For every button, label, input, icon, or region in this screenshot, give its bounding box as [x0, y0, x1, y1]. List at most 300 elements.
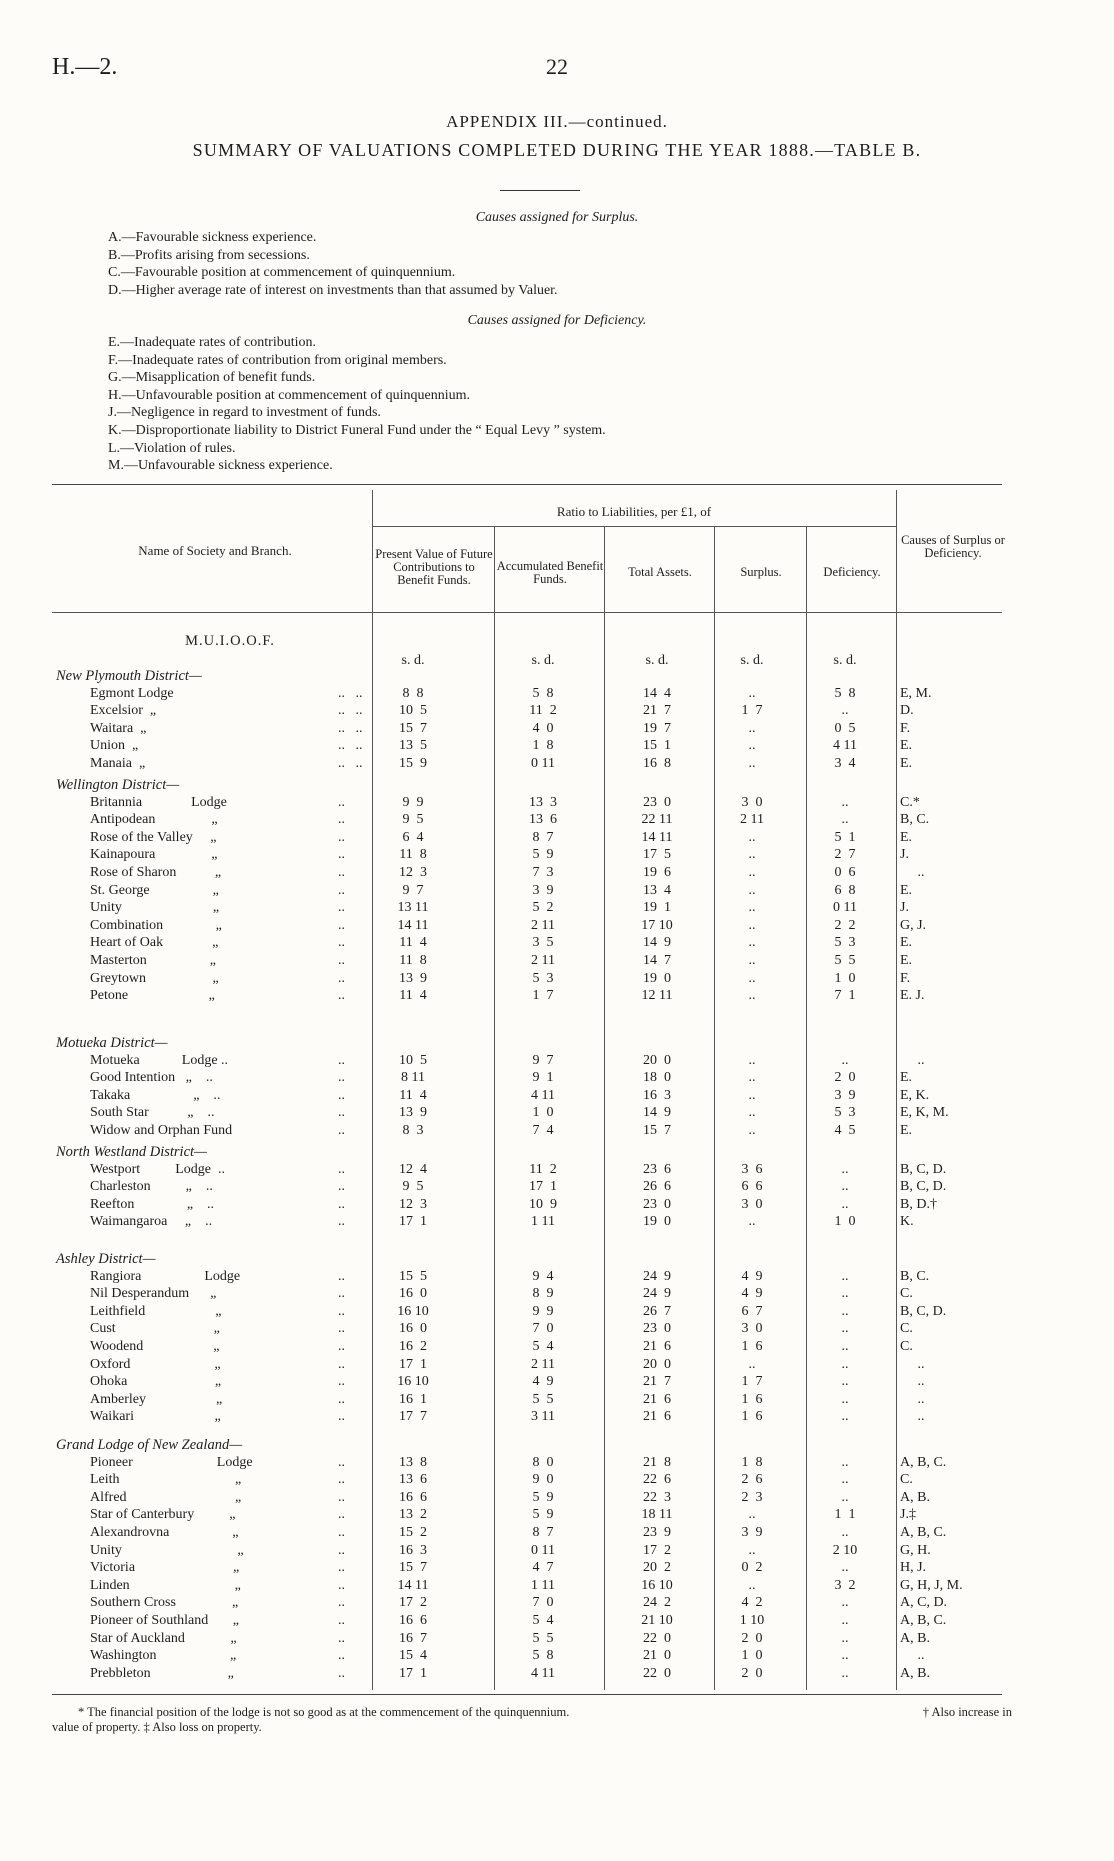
cell-su: 4 9: [741, 1286, 763, 1302]
table-row: [0, 1613, 1114, 1631]
cell-ta: 19 0: [643, 970, 671, 986]
cell-pv: 16 6: [399, 1489, 427, 1505]
cell-pv: 17 1: [399, 1665, 427, 1681]
cell-ca: J.‡: [900, 1507, 916, 1523]
cell-ab: 8 7: [532, 1525, 554, 1540]
table-row: [0, 686, 1114, 704]
cell-de: ..: [841, 703, 849, 719]
cell-ab: 3 9: [532, 882, 554, 898]
cell-ab: 9 4: [532, 1268, 554, 1284]
cell-pv: 15 2: [399, 1525, 427, 1540]
cell-dots: ..: [338, 988, 345, 1004]
cell-dots: ..: [338, 1286, 345, 1302]
cell-dots: ..: [338, 1648, 345, 1664]
cell-dots: .. ..: [338, 703, 363, 719]
cell-ca: B, C, D.: [900, 1161, 947, 1177]
cell-de: 4 5: [834, 1123, 856, 1138]
cell-su: 0 2: [741, 1560, 763, 1576]
cell-de: ..: [841, 1630, 849, 1646]
cell-pv: 16 10: [397, 1374, 429, 1390]
cell-dots: ..: [338, 1374, 345, 1390]
cell-ca: E.: [900, 738, 913, 754]
cell-ca: A, B.: [900, 1630, 930, 1646]
table-row: [0, 1105, 1114, 1123]
cell-ca: E.: [900, 1070, 913, 1086]
cell-name: Egmont Lodge: [90, 685, 174, 701]
header-deficiency: Deficiency.: [823, 565, 881, 579]
table-row: [0, 971, 1114, 989]
table-row: [0, 883, 1114, 901]
cell-name: Westport Lodge ..: [90, 1161, 225, 1177]
cell-su: 2 0: [741, 1665, 763, 1681]
cell-pv: 15 5: [399, 1268, 427, 1284]
cell-su: 1 6: [741, 1409, 763, 1425]
cell-ca: G, H, J, M.: [900, 1577, 963, 1593]
cell-su: ..: [748, 738, 756, 754]
cell-ca: F.: [900, 720, 911, 736]
table-bottom-rule: [52, 1694, 1002, 1695]
cell-su: 2 11: [740, 812, 764, 828]
table-row: [0, 953, 1114, 971]
cell-pv: 8 3: [402, 1123, 424, 1138]
cell-pv: 11 4: [399, 935, 427, 951]
cell-ca: B, D.†: [900, 1196, 937, 1212]
cell-de: 5 5: [834, 953, 856, 968]
surplus-causes-list: [108, 229, 558, 299]
cell-su: 3 6: [741, 1161, 763, 1177]
table-row: [0, 865, 1114, 883]
cell-ab: 9 7: [532, 1052, 554, 1068]
cell-pv: 16 10: [397, 1303, 429, 1319]
cause-item: M.—Unfavourable sickness experience.: [108, 458, 333, 474]
cell-su: 1 6: [741, 1391, 763, 1407]
cell-ab: 1 7: [532, 988, 554, 1004]
cell-name: Waitara „: [90, 720, 147, 736]
cell-ca: A, B, C.: [900, 1613, 947, 1628]
cause-item: L.—Violation of rules.: [108, 440, 236, 456]
cell-ta: 26 6: [643, 1179, 671, 1195]
cell-su: 6 6: [741, 1179, 763, 1195]
cell-pv: 8 8: [402, 685, 424, 701]
cell-ta: 21 10: [641, 1613, 673, 1628]
cell-name: Good Intention „ ..: [90, 1070, 213, 1086]
cell-ca: H, J.: [900, 1560, 927, 1576]
units-su: s. d.: [740, 653, 764, 668]
cell-ab: 13 6: [529, 812, 557, 828]
cell-ab: 7 4: [532, 1123, 554, 1138]
cell-ca: E.: [900, 953, 913, 968]
cell-ca: E.: [900, 756, 913, 771]
cell-name: Reefton „ ..: [90, 1196, 215, 1212]
cell-ta: 19 1: [643, 900, 671, 916]
cell-de: 2 2: [834, 917, 856, 933]
cell-dots: ..: [338, 1179, 345, 1195]
cell-su: 2 6: [741, 1472, 763, 1488]
cell-pv: 13 9: [399, 970, 427, 986]
cell-name: Greytown „: [90, 970, 219, 986]
cell-de: ..: [841, 1409, 849, 1425]
cell-ab: 5 9: [532, 1507, 554, 1523]
cell-su: 4 2: [741, 1595, 763, 1611]
cell-ta: 19 7: [643, 720, 671, 736]
table-row: [0, 1162, 1114, 1180]
cell-ca: E.: [900, 1123, 913, 1138]
cell-pv: 11 4: [399, 988, 427, 1004]
cell-su: ..: [748, 865, 756, 880]
cell-de: 0 5: [834, 720, 856, 736]
cell-ta: 19 6: [643, 865, 671, 880]
cell-ta: 18 11: [641, 1507, 673, 1523]
table-row: [0, 721, 1114, 739]
cell-name: Excelsior „: [90, 703, 157, 719]
cell-ta: 18 0: [643, 1070, 671, 1086]
cell-de: 1 1: [834, 1507, 856, 1523]
cell-pv: 10 5: [399, 1052, 427, 1068]
cell-name: Pioneer Lodge: [90, 1454, 253, 1470]
cell-de: ..: [841, 1161, 849, 1177]
cell-dots: ..: [338, 953, 345, 968]
cell-ab: 8 7: [532, 829, 554, 845]
cell-ab: 4 9: [532, 1374, 554, 1390]
cell-pv: 13 9: [399, 1105, 427, 1121]
cell-pv: 12 3: [399, 1196, 427, 1212]
cell-de: ..: [841, 1472, 849, 1488]
ratio-header-rule: [372, 526, 896, 527]
footnote-star: * The financial position of the lodge is not so good as at the commencement of the quinquennium.: [78, 1705, 570, 1719]
cell-dots: ..: [338, 1161, 345, 1177]
header-total-assets: Total Assets.: [628, 565, 692, 579]
cell-pv: 13 2: [399, 1507, 427, 1523]
cell-dots: ..: [338, 1595, 345, 1611]
table-row: [0, 1339, 1114, 1357]
header-surplus: Surplus.: [740, 565, 782, 579]
cell-ca: ..: [900, 1409, 925, 1425]
cause-item: E.—Inadequate rates of contribution.: [108, 335, 316, 350]
cell-ab: 7 3: [532, 865, 554, 880]
cell-ab: 3 5: [532, 935, 554, 951]
cell-ca: ..: [900, 1356, 925, 1372]
cell-name: Britannia Lodge: [90, 794, 227, 810]
cell-pv: 9 5: [402, 812, 424, 828]
cell-ca: C.: [900, 1339, 913, 1354]
table-row: [0, 1631, 1114, 1649]
cell-ta: 24 2: [643, 1595, 671, 1611]
cell-ab: 5 9: [532, 847, 554, 863]
table-row: [0, 812, 1114, 830]
cell-ab: 7 0: [532, 1321, 554, 1337]
cell-ta: 23 0: [643, 1321, 671, 1337]
table-row: [0, 1472, 1114, 1490]
cell-name: Alfred „: [90, 1489, 242, 1505]
cell-dots: ..: [338, 1123, 345, 1138]
cell-ta: 21 8: [643, 1454, 671, 1470]
cell-su: ..: [748, 1052, 756, 1068]
cell-name: Victoria „: [90, 1560, 240, 1576]
table-row: [0, 756, 1114, 774]
cell-de: 3 2: [834, 1577, 856, 1593]
cell-pv: 8 11: [401, 1070, 425, 1086]
cell-pv: 15 7: [399, 720, 427, 736]
cell-su: 6 7: [741, 1303, 763, 1319]
cell-pv: 6 4: [402, 829, 424, 845]
cell-de: 1 0: [834, 1214, 856, 1230]
cell-ca: ..: [900, 1052, 925, 1068]
cell-ta: 15 1: [643, 738, 671, 754]
cell-ta: 20 2: [643, 1560, 671, 1576]
cell-su: ..: [748, 1577, 756, 1593]
cell-de: ..: [841, 1560, 849, 1576]
cell-de: ..: [841, 1052, 849, 1068]
cell-name: St. George „: [90, 882, 219, 898]
cell-su: 2 3: [741, 1489, 763, 1505]
cell-su: ..: [748, 1214, 756, 1230]
header-accumulated: Accumulated Benefit Funds.: [496, 559, 604, 586]
cell-pv: 16 2: [399, 1339, 427, 1354]
cell-ab: 5 4: [532, 1613, 554, 1628]
cell-ta: 21 7: [643, 1374, 671, 1390]
cell-pv: 13 6: [399, 1472, 427, 1488]
cell-dots: ..: [338, 865, 345, 880]
cell-dots: ..: [338, 794, 345, 810]
cell-pv: 15 4: [399, 1648, 427, 1664]
cell-ca: C.: [900, 1321, 913, 1337]
cell-su: ..: [748, 720, 756, 736]
appendix-title: APPENDIX III.—continued.: [446, 112, 668, 131]
cell-ab: 17 1: [529, 1179, 557, 1195]
cell-dots: .. ..: [338, 685, 363, 701]
table-row: [0, 988, 1114, 1006]
cell-dots: .. ..: [338, 738, 363, 754]
cell-dots: ..: [338, 1525, 345, 1540]
cell-ta: 22 6: [643, 1472, 671, 1488]
table-row: [0, 1648, 1114, 1666]
cell-de: ..: [841, 1268, 849, 1284]
cell-pv: 17 7: [399, 1409, 427, 1425]
cell-ta: 14 9: [643, 1105, 671, 1121]
cell-ta: 17 2: [643, 1542, 671, 1558]
district-name: Motueka District—: [56, 1035, 168, 1051]
cell-pv: 17 1: [399, 1356, 427, 1372]
cell-de: 7 1: [834, 988, 856, 1004]
cell-name: Motueka Lodge ..: [90, 1052, 229, 1068]
cell-ca: E. J.: [900, 988, 925, 1004]
cell-name: Alexandrovna „: [90, 1525, 239, 1540]
cell-dots: ..: [338, 847, 345, 863]
table-row: [0, 847, 1114, 865]
cell-su: ..: [748, 1087, 756, 1103]
cell-de: 5 3: [834, 1105, 856, 1121]
cell-ab: 11 2: [529, 1161, 557, 1177]
cell-ta: 14 4: [643, 685, 671, 701]
cell-de: ..: [841, 1613, 849, 1628]
cell-dots: ..: [338, 1409, 345, 1425]
table-row: [0, 1123, 1114, 1141]
table-row: [0, 1525, 1114, 1543]
cell-ab: 4 11: [531, 1087, 555, 1103]
cell-ta: 20 0: [643, 1052, 671, 1068]
cell-ab: 1 11: [531, 1577, 555, 1593]
cell-ab: 2 11: [531, 953, 555, 968]
cell-ta: 21 6: [643, 1339, 671, 1354]
cell-su: 1 6: [741, 1339, 763, 1354]
cell-ca: F.: [900, 970, 911, 986]
cell-de: ..: [841, 1454, 849, 1470]
cell-ca: A, B.: [900, 1665, 930, 1681]
cell-ab: 8 9: [532, 1286, 554, 1302]
cell-pv: 15 9: [399, 756, 427, 771]
deficiency-causes-list: [108, 334, 606, 475]
cell-ta: 23 0: [643, 1196, 671, 1212]
cause-item: D.—Higher average rate of interest on investments than that assumed by Valuer.: [108, 282, 558, 298]
cell-ab: 11 2: [529, 703, 557, 719]
table-row: [0, 1507, 1114, 1525]
cell-ta: 19 0: [643, 1214, 671, 1230]
footnote-dagger: † Also increase in: [922, 1705, 1012, 1719]
district-name: Ashley District—: [56, 1251, 156, 1267]
cell-su: ..: [748, 829, 756, 845]
cell-dots: ..: [338, 1087, 345, 1103]
cell-dots: ..: [338, 1196, 345, 1212]
cell-ta: 22 0: [643, 1665, 671, 1681]
table-row: [0, 1053, 1114, 1071]
cell-dots: ..: [338, 1356, 345, 1372]
cause-item: C.—Favourable position at commencement of quinquennium.: [108, 265, 456, 281]
cell-ab: 0 11: [531, 756, 555, 771]
cell-de: 2 10: [832, 1542, 858, 1558]
cell-de: ..: [841, 812, 849, 828]
cell-ab: 2 11: [531, 1356, 555, 1372]
cell-ca: B, C, D.: [900, 1303, 947, 1319]
units-ta: s. d.: [645, 653, 669, 668]
cell-su: 1 10: [739, 1613, 765, 1628]
cell-ta: 21 7: [643, 703, 671, 719]
cell-ab: 1 11: [531, 1214, 555, 1230]
cell-name: Kainapoura „: [90, 847, 218, 863]
header-ratio: Ratio to Liabilities, per £1, of: [556, 504, 712, 519]
table-row: [0, 1286, 1114, 1304]
cell-de: 0 11: [833, 900, 857, 916]
cell-dots: ..: [338, 882, 345, 898]
cell-su: ..: [748, 988, 756, 1004]
cell-su: ..: [748, 1542, 756, 1558]
cell-ab: 5 8: [532, 1648, 554, 1664]
footnote: [52, 1705, 1012, 1735]
cell-de: ..: [841, 1665, 849, 1681]
cell-dots: ..: [338, 1105, 345, 1121]
cell-name: Charleston „ ..: [90, 1179, 213, 1195]
cell-de: 5 8: [834, 685, 856, 701]
table-row: [0, 1197, 1114, 1215]
cell-dots: ..: [338, 1560, 345, 1576]
table-row: [0, 1578, 1114, 1596]
cell-name: Petone „: [90, 988, 215, 1004]
cell-pv: 16 0: [399, 1321, 427, 1337]
cell-de: ..: [841, 1595, 849, 1611]
district-name: North Westland District—: [56, 1144, 207, 1160]
cell-ta: 20 0: [643, 1356, 671, 1372]
cell-su: ..: [748, 756, 756, 771]
cause-item: K.—Disproportionate liability to District Funeral Fund under the “ Equal Levy ” system.: [108, 422, 606, 438]
cell-dots: ..: [338, 1070, 345, 1086]
cell-ta: 23 9: [643, 1525, 671, 1540]
cell-ta: 16 8: [643, 756, 671, 771]
cell-ab: 5 2: [532, 900, 554, 916]
cell-ab: 4 0: [532, 720, 554, 736]
cell-ca: A, B.: [900, 1489, 930, 1505]
cell-pv: 16 6: [399, 1613, 427, 1628]
cell-pv: 14 11: [397, 917, 429, 933]
cell-name: Nil Desperandum „: [90, 1286, 217, 1302]
cell-dots: ..: [338, 1489, 345, 1505]
cell-pv: 16 7: [399, 1630, 427, 1646]
cell-de: 5 3: [834, 935, 856, 951]
district-name: Wellington District—: [56, 777, 180, 793]
cell-de: 5 1: [834, 829, 856, 845]
cell-name: Unity „: [90, 900, 220, 916]
cell-name: Union „: [90, 738, 139, 754]
cell-pv: 12 4: [399, 1161, 427, 1177]
cell-ca: B, C, D.: [900, 1179, 947, 1195]
cell-dots: ..: [338, 1339, 345, 1354]
cell-ca: ..: [900, 1391, 925, 1407]
cell-pv: 9 5: [402, 1179, 424, 1195]
cell-name: Amberley „: [90, 1391, 223, 1407]
cell-dots: ..: [338, 1472, 345, 1488]
table-row: [0, 1374, 1114, 1392]
cell-ta: 13 4: [643, 882, 671, 898]
table-row: [0, 795, 1114, 813]
cell-su: ..: [748, 953, 756, 968]
cell-de: ..: [841, 1356, 849, 1372]
cell-ta: 24 9: [643, 1286, 671, 1302]
cell-ab: 4 11: [531, 1665, 555, 1681]
cell-ab: 9 9: [532, 1303, 554, 1319]
cell-name: Star of Auckland „: [90, 1630, 237, 1646]
table-row: [0, 1666, 1114, 1684]
cell-ab: 10 9: [529, 1196, 557, 1212]
units-de: s. d.: [833, 653, 857, 668]
cell-ab: 2 11: [531, 917, 555, 933]
cell-ta: 23 0: [643, 794, 671, 810]
cell-name: Antipodean „: [90, 812, 218, 828]
cell-ab: 1 0: [532, 1105, 554, 1121]
cell-ab: 1 8: [532, 738, 554, 754]
cell-name: Leith „: [90, 1472, 242, 1488]
cause-item: J.—Negligence in regard to investment of funds.: [108, 405, 381, 421]
table-top-rule: [52, 484, 1002, 485]
cell-pv: 13 11: [397, 900, 429, 916]
cell-su: 1 0: [741, 1648, 763, 1664]
cell-ab: 0 11: [531, 1542, 555, 1558]
cell-ca: E.: [900, 882, 913, 898]
cell-name: Pioneer of Southland „: [90, 1613, 239, 1628]
cell-de: ..: [841, 794, 849, 810]
cell-name: Waimangaroa „ ..: [90, 1214, 213, 1230]
cell-name: Leithfield „: [90, 1303, 222, 1319]
cell-ca: C.: [900, 1286, 913, 1302]
cell-ca: E.: [900, 829, 913, 845]
cell-ca: A, B, C.: [900, 1454, 947, 1470]
table-row: [0, 918, 1114, 936]
cell-de: ..: [841, 1303, 849, 1319]
cell-de: ..: [841, 1321, 849, 1337]
cell-su: ..: [748, 685, 756, 701]
cell-ta: 22 0: [643, 1630, 671, 1646]
cell-ab: 9 1: [532, 1070, 554, 1086]
cell-ca: ..: [900, 1374, 925, 1390]
cell-pv: 10 5: [399, 703, 427, 719]
summary-title: SUMMARY OF VALUATIONS COMPLETED DURING THE YEAR 1888.—TABLE B.: [192, 140, 922, 160]
